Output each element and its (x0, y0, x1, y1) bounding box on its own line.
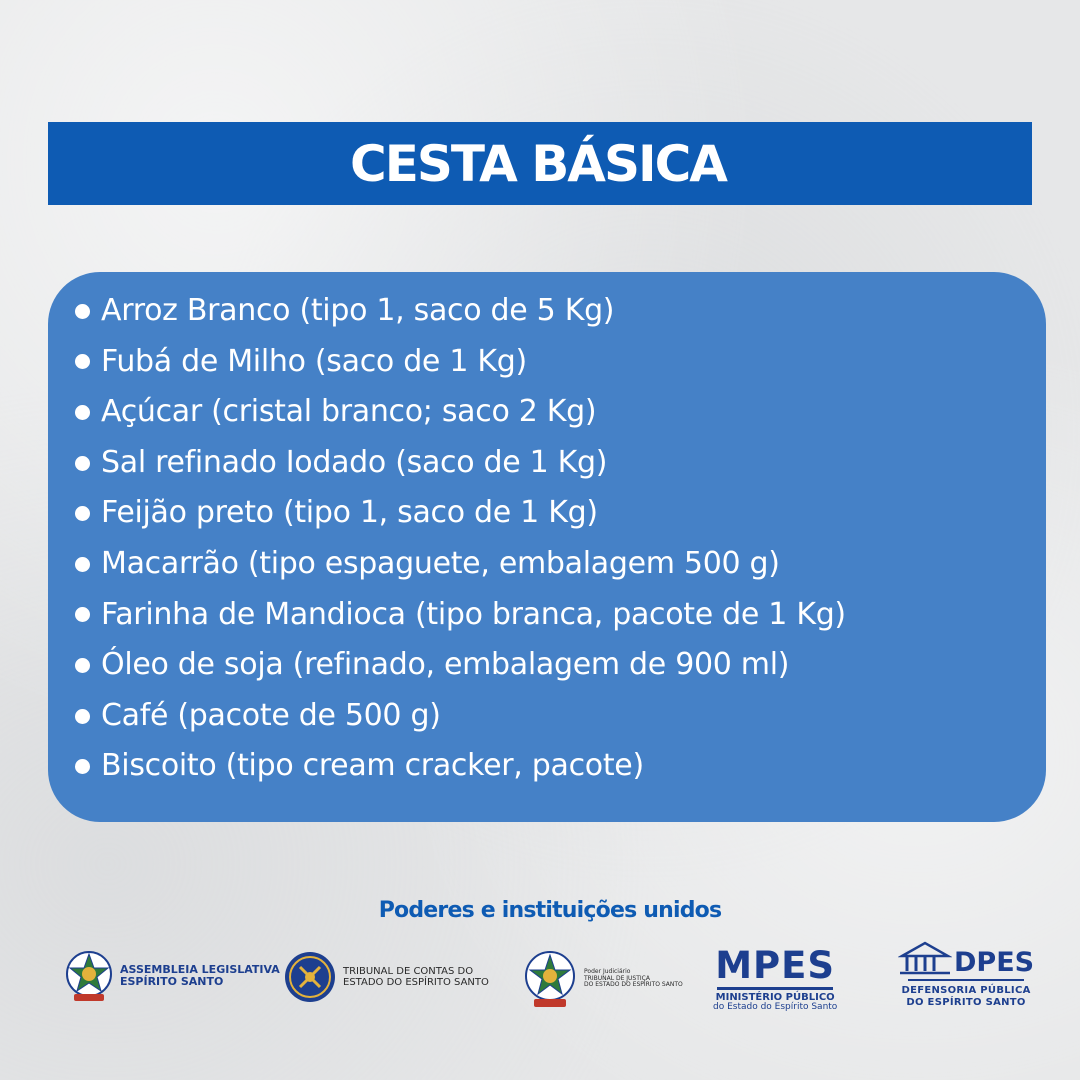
mpes-line2: do Estado do Espírito Santo (713, 1002, 838, 1012)
dpes-name: DPES (954, 947, 1035, 978)
list-item (75, 741, 1046, 792)
assembleia-logo (62, 948, 280, 1004)
item-text: Macarrão (tipo espaguete, embalagem 500 g) (101, 545, 780, 581)
bullet-icon (75, 557, 90, 572)
assembleia-line2: ESPÍRITO SANTO (120, 975, 224, 988)
mpes-name: MPES (715, 944, 836, 987)
tribunal-contas-logo (283, 950, 489, 1004)
tribunal-contas-line1: TRIBUNAL DE CONTAS DO (343, 966, 474, 977)
list-item (75, 488, 1046, 539)
bullet-icon (75, 304, 90, 319)
bullet-icon (75, 759, 90, 774)
dpes-divider (908, 979, 1024, 981)
assembleia-seal-icon (62, 948, 116, 1004)
mpes-divider (717, 987, 833, 990)
items-list (75, 286, 1046, 792)
list-item (75, 590, 1046, 641)
bullet-icon (75, 405, 90, 420)
item-text: Café (pacote de 500 g) (101, 697, 441, 733)
list-item (75, 438, 1046, 489)
bullet-icon (75, 709, 90, 724)
bullet-icon (75, 456, 90, 471)
mpes-logo (713, 944, 838, 1013)
tribunal-contas-line2: ESTADO DO ESPÍRITO SANTO (343, 977, 489, 988)
tribunal-justica-seal-icon (520, 948, 580, 1010)
item-text: Sal refinado Iodado (saco de 1 Kg) (101, 444, 608, 480)
tribunal-justica-line2: TRIBUNAL DE JUSTIÇA (584, 974, 650, 982)
tribunal-justica-logo (520, 948, 683, 1010)
dpes-line1: DEFENSORIA PÚBLICA (901, 985, 1031, 996)
tribunal-contas-seal-icon (283, 950, 337, 1004)
dpes-line2: DO ESPÍRITO SANTO (906, 997, 1026, 1008)
item-text: Arroz Branco (tipo 1, saco de 5 Kg) (101, 293, 615, 328)
item-text: Biscoito (tipo cream cracker, pacote) (101, 748, 644, 784)
dpes-building-icon (898, 940, 952, 976)
bullet-icon (75, 354, 90, 369)
tribunal-justica-line3: DO ESTADO DO ESPÍRITO SANTO (584, 981, 683, 989)
bullet-icon (75, 658, 90, 673)
items-panel (48, 272, 1046, 822)
item-text: Feijão preto (tipo 1, saco de 1 Kg) (101, 495, 598, 531)
title-banner (48, 122, 1032, 205)
item-text: Farinha de Mandioca (tipo branca, pacote de 1 Kg) (101, 596, 846, 632)
item-text: Óleo de soja (refinado, embalagem de 900 ml) (101, 647, 790, 683)
list-item (75, 691, 1046, 742)
dpes-logo (898, 940, 1034, 1009)
item-text: Fubá de Milho (saco de 1 Kg) (101, 343, 527, 379)
page-title: CESTA BÁSICA (350, 134, 726, 193)
bullet-icon (75, 506, 90, 521)
assembleia-line1: ASSEMBLEIA LEGISLATIVA (120, 963, 280, 977)
list-item (75, 539, 1046, 590)
footer-title: Poderes e instituições unidos (378, 898, 722, 923)
bullet-icon (75, 607, 90, 622)
list-item (75, 286, 1046, 337)
list-item (75, 387, 1046, 438)
tribunal-justica-line1: Poder Judiciário (584, 968, 631, 976)
list-item (75, 640, 1046, 691)
item-text: Açúcar (cristal branco; saco 2 Kg) (101, 394, 597, 430)
list-item (75, 337, 1046, 388)
mpes-line1: MINISTÉRIO PÚBLICO (715, 992, 835, 1003)
